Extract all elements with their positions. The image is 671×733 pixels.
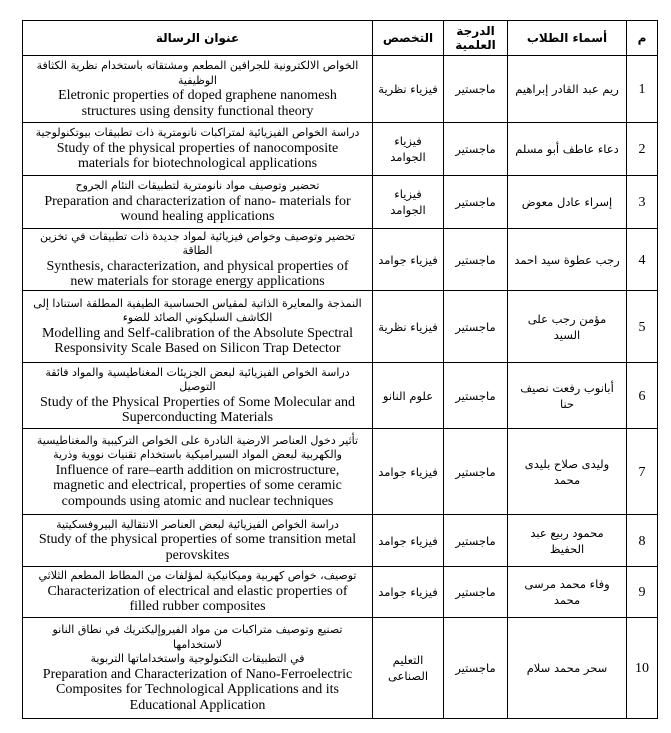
specialization-line: الصناعى (387, 669, 429, 683)
thesis-title-english-line: new materials for storage energy applications (70, 274, 325, 289)
thesis-title-english-line: Characterization of electrical and elastic properties of (47, 583, 348, 599)
thesis-title-cell (23, 429, 373, 515)
thesis-title-cell (23, 56, 373, 123)
thesis-title-arabic-line: تحضير وتوصيف مواد نانومترية لتطبيقات التئام الجروح (75, 179, 320, 193)
student-name-line: ريم عبد القادر إبراهيم (515, 82, 619, 96)
thesis-title-cell (23, 363, 373, 429)
specialization-cell (373, 363, 444, 429)
thesis-title-arabic-line: النمذجة والمعايرة الذاتية لمقياس الحساسية الطيفية المطلقة استنادا إلى (33, 296, 362, 310)
specialization-cell (373, 229, 444, 291)
specialization-line: فيزياء جوامد (378, 464, 438, 479)
table-row (23, 176, 658, 229)
degree-cell (444, 56, 508, 123)
student-name-cell (508, 363, 627, 429)
student-name-line: وليدى صلاح بليدى (524, 456, 610, 471)
thesis-title-english-line: Study of the physical properties of nanocomposite (56, 140, 339, 156)
row-number-cell (627, 515, 658, 567)
degree-value: ماجستير (455, 252, 496, 267)
thesis-title-arabic-line: دراسة الخواص الفيزيائية لبعض العناصر الانتقالية البيروفسكيتية (56, 517, 339, 531)
header-thesis-title-label: عنوان الرسالة (155, 31, 240, 45)
table-row (23, 56, 658, 123)
row-number: 1 (638, 82, 646, 97)
specialization-line: فيزياء نظرية (378, 319, 438, 334)
degree-value: ماجستير (455, 464, 496, 479)
degree-value: ماجستير (455, 585, 496, 599)
thesis-title-cell (23, 176, 373, 229)
student-name-cell (508, 567, 627, 618)
thesis-title-english-line: Modelling and Self-calibration of the Absolute Spectral (41, 325, 354, 341)
thesis-title-english-line: Eletronic properties of doped graphene nanomesh (58, 88, 337, 103)
specialization-line: فيزياء نظرية (378, 82, 438, 96)
student-name-line: الحفيظ (549, 541, 585, 556)
row-number-cell (627, 567, 658, 618)
thesis-title-english-line: Influence of rare–earth addition on microstructure, (55, 462, 340, 478)
degree-value: ماجستير (455, 388, 496, 403)
degree-cell (444, 515, 508, 567)
header-number (627, 21, 658, 56)
thesis-title-english-line: Study of the Physical Properties of Some Molecular and (40, 394, 355, 410)
degree-cell (444, 618, 508, 719)
student-name-line: حنا (559, 396, 575, 411)
thesis-title-arabic-line: تصنيع وتوصيف متراكبات من مواد الفيروإليكتريك في نطاق النانو (52, 623, 343, 636)
specialization-cell (373, 291, 444, 363)
thesis-title-cell (23, 515, 373, 567)
specialization-cell (373, 56, 444, 123)
row-number: 10 (635, 661, 649, 676)
header-student-names-label: أسماء الطلاب (526, 31, 608, 45)
row-number: 6 (638, 388, 646, 404)
student-name-cell (508, 56, 627, 123)
row-number-cell (627, 291, 658, 363)
thesis-title-arabic-line: لاستخدامها (172, 637, 223, 651)
degree-cell (444, 429, 508, 515)
row-number-cell (627, 363, 658, 429)
thesis-title-english-line: Study of the physical properties of some transition metal (38, 532, 357, 548)
thesis-title-arabic-line: الطاقة (182, 244, 213, 257)
thesis-table (22, 20, 658, 719)
student-name-line: إسراء عادل معوض (521, 195, 613, 209)
specialization-cell (373, 429, 444, 515)
student-name-cell (508, 429, 627, 515)
row-number: 4 (638, 252, 646, 268)
thesis-title-english-line: Preparation and characterization of nano- materials for (44, 193, 351, 209)
degree-cell (444, 291, 508, 363)
degree-value: ماجستير (455, 661, 496, 675)
thesis-title-english-line: Preparation and Characterization of Nano-Ferroelectric (42, 666, 353, 682)
row-number: 7 (638, 464, 646, 480)
thesis-title-english-line: wound healing applications (120, 209, 275, 225)
row-number-cell (627, 229, 658, 291)
degree-value: ماجستير (455, 533, 496, 548)
thesis-title-english-line: Synthesis, characterization, and physical properties of (46, 258, 349, 274)
student-name-cell (508, 291, 627, 363)
specialization-line: فيزياء جوامد (378, 252, 438, 267)
thesis-title-english-line: materials for biotechnological applications (77, 156, 318, 172)
header-thesis-title (23, 21, 373, 56)
student-name-cell (508, 229, 627, 291)
specialization-line: علوم النانو (382, 388, 434, 403)
student-name-cell (508, 618, 627, 719)
student-name-line: محمد (553, 472, 581, 487)
thesis-title-arabic-line: تأثير دخول العناصر الارضية النادرة على الخواص التركيبية والمغناطيسية (36, 433, 359, 447)
thesis-title-cell (23, 618, 373, 719)
row-number: 2 (638, 142, 646, 157)
student-name-line: السيد (553, 327, 581, 342)
student-name-line: رجب عطوة سيد احمد (514, 252, 620, 267)
specialization-line: فيزياء جوامد (378, 533, 438, 548)
degree-cell (444, 363, 508, 429)
specialization-cell (373, 176, 444, 229)
row-number-cell (627, 618, 658, 719)
thesis-title-english-line: Educational Application (129, 697, 266, 713)
table-row (23, 229, 658, 291)
table-row (23, 291, 658, 363)
thesis-title-arabic-line: الوظيفية (178, 73, 217, 87)
student-name-cell (508, 123, 627, 176)
student-name-line: سحر محمد سلام (526, 661, 608, 675)
header-degree-label-line: الدرجة (456, 24, 495, 38)
specialization-line: الجوامد (390, 150, 426, 164)
table-row (23, 515, 658, 567)
thesis-title-arabic-line: توصيف، خواص كهربية وميكانيكية لمؤلفات من المطاط المطعم الثلاثي (38, 569, 357, 583)
thesis-title-arabic-line: الكاشف السليكوني الصائد للضوء (122, 311, 273, 324)
table-row (23, 123, 658, 176)
thesis-title-arabic-line: في التطبيقات التكنولوجية واستخداماتها التربوية (90, 652, 305, 665)
thesis-title-cell (23, 567, 373, 618)
specialization-line: التعليم (392, 653, 424, 667)
thesis-title-cell (23, 123, 373, 176)
thesis-title-arabic-line: التوصيل (179, 380, 216, 393)
thesis-title-cell (23, 291, 373, 363)
degree-value: ماجستير (455, 319, 496, 334)
degree-cell (444, 176, 508, 229)
header-degree (444, 21, 508, 56)
table-row (23, 429, 658, 515)
thesis-title-arabic-line: الخواص الالكترونية للجرافين المطعم ومشتقاته باستخدام نظرية الكثافة (36, 59, 359, 72)
student-name-line: وفاء محمد مرسى (524, 577, 610, 591)
thesis-title-english-line: perovskites (165, 547, 230, 563)
header-student-names (508, 21, 627, 56)
header-specialization (373, 21, 444, 56)
degree-value: ماجستير (455, 142, 496, 156)
thesis-title-arabic-line: دراسة الخواص الفيزيائية لبعض الجزيئات المغناطيسية والمواد فائقة (45, 365, 350, 379)
student-name-line: محمود ربيع عبد (530, 525, 604, 540)
thesis-title-arabic-line: تحضير وتوصيف وخواص فيزيائية لمواد جديدة ذات تطبيقات في تخزين (39, 229, 356, 243)
specialization-line: فيزياء (394, 134, 422, 148)
thesis-title-english-line: Responsivity Scale Based on Silicon Trap Detector (54, 341, 341, 356)
row-number: 8 (638, 533, 646, 549)
header-row (23, 21, 658, 56)
table-row (23, 363, 658, 429)
thesis-title-arabic-line: دراسة الخواص الفيزيائية لمتراكبات نانومترية ذات تطبيقات بيوتكنولوجية (35, 126, 360, 140)
degree-cell (444, 229, 508, 291)
specialization-cell (373, 618, 444, 719)
table-row (23, 567, 658, 618)
degree-cell (444, 567, 508, 618)
specialization-cell (373, 123, 444, 176)
thesis-title-cell (23, 229, 373, 291)
table-row (23, 618, 658, 719)
row-number-cell (627, 123, 658, 176)
thesis-title-english-line: filled rubber composites (129, 599, 266, 615)
specialization-cell (373, 567, 444, 618)
thesis-title-english-line: compounds using atomic and nuclear techniques (61, 493, 334, 509)
student-name-cell (508, 176, 627, 229)
degree-value: ماجستير (455, 195, 496, 209)
thesis-title-english-line: structures using density functional theory (81, 103, 314, 119)
thesis-title-english-line: magnetic and electrical, properties of some ceramic (53, 478, 342, 494)
row-number: 3 (638, 195, 646, 210)
thesis-title-english-line: Superconducting Materials (121, 410, 274, 425)
row-number-cell (627, 56, 658, 123)
row-number-cell (627, 429, 658, 515)
thesis-title-arabic-line: والكهربية لبعض المواد السيراميكية باستخدام تقنيات نووية وذرية (53, 448, 342, 462)
specialization-line: الجوامد (390, 203, 426, 217)
student-name-line: مؤمن رجب على (527, 311, 607, 326)
degree-value: ماجستير (455, 82, 496, 96)
row-number: 9 (638, 585, 646, 600)
table-body (23, 56, 658, 719)
student-name-line: محمد (553, 593, 581, 607)
specialization-cell (373, 515, 444, 567)
student-name-line: أبانوب رفعت نصيف (520, 380, 614, 395)
specialization-line: فيزياء جوامد (378, 585, 438, 599)
header-number-label: م (637, 31, 647, 45)
degree-cell (444, 123, 508, 176)
thesis-title-english-line: Composites for Technological Applications and its (55, 682, 339, 697)
header-specialization-label: التخصص (382, 31, 434, 45)
row-number-cell (627, 176, 658, 229)
row-number: 5 (638, 319, 646, 335)
header-degree-label-line: العلمية (455, 38, 496, 52)
specialization-line: فيزياء (394, 187, 422, 201)
student-name-cell (508, 515, 627, 567)
student-name-line: دعاء عاطف أبو مسلم (515, 142, 619, 156)
